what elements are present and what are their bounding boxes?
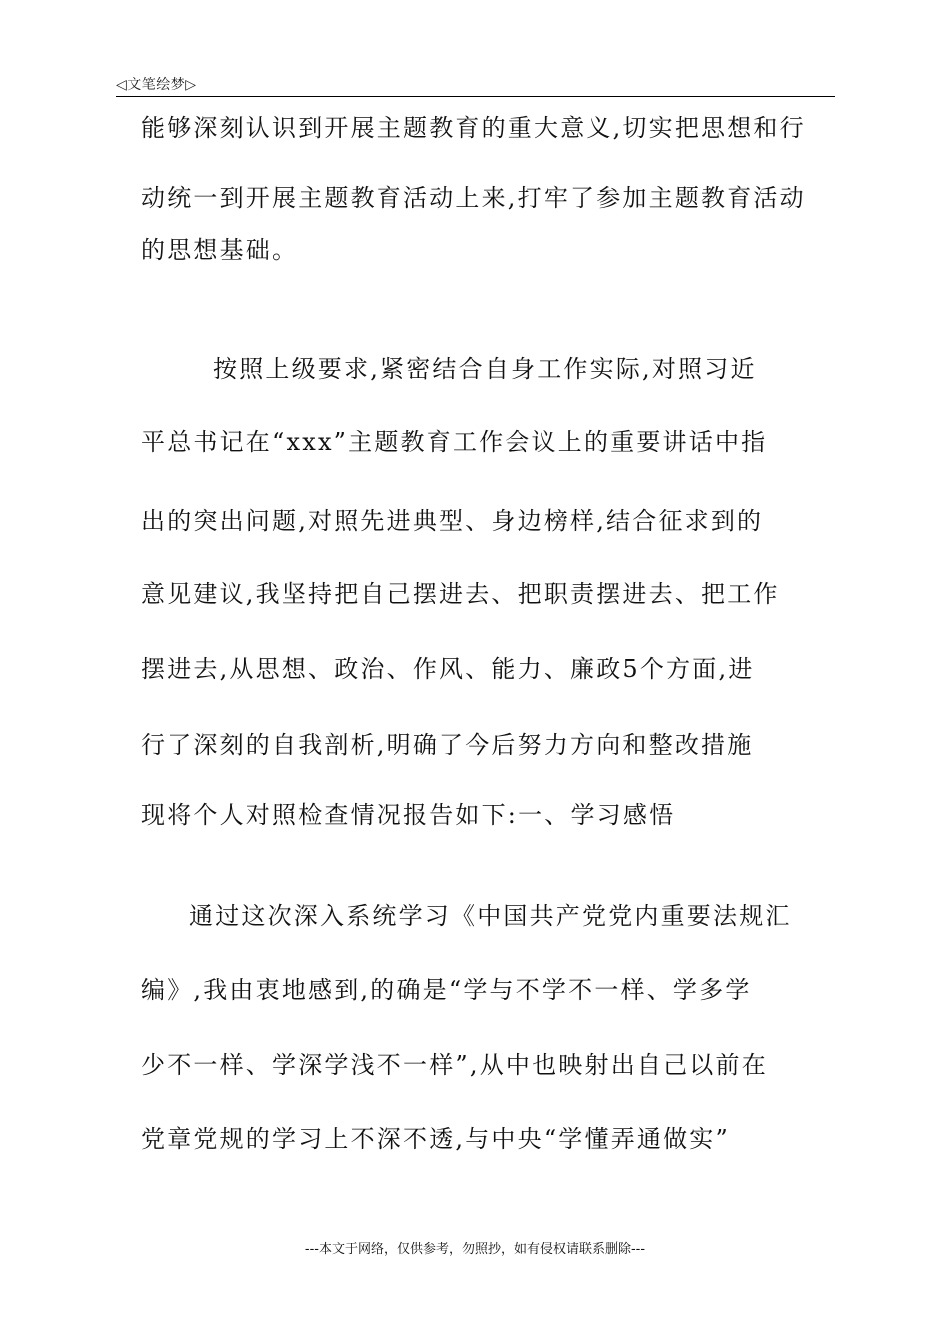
body-line: 编》,我由衷地感到,的确是“学与不学不一样、学多学 [141, 976, 752, 1004]
body-line: 行了深刻的自我剖析,明确了今后努力方向和整改措施 [141, 731, 754, 759]
body-line: 动统一到开展主题教育活动上来,打牢了参加主题教育活动 [141, 184, 806, 212]
header-divider [116, 96, 835, 97]
body-line: 按照上级要求,紧密结合自身工作实际,对照习近 [213, 355, 757, 383]
document-header-title: ◁文笔绘梦▷ [116, 77, 197, 93]
body-line: 少不一样、学深学浅不一样”,从中也映射出自己以前在 [141, 1051, 768, 1079]
body-line: 意见建议,我坚持把自己摆进去、把职责摆进去、把工作 [141, 580, 780, 608]
footer-disclaimer: ---本文于网络，仅供参考，勿照抄，如有侵权请联系删除--- [304, 1242, 646, 1257]
body-line: 的思想基础。 [141, 236, 299, 264]
body-line: 摆进去,从思想、政治、作风、能力、廉政5个方面,进 [141, 655, 755, 683]
body-line: 现将个人对照检查情况报告如下:一、学习感悟 [141, 801, 676, 829]
body-line: 出的突出问题,对照先进典型、身边榜样,结合征求到的 [141, 507, 764, 535]
body-line: 党章党规的学习上不深不透,与中央“学懂弄通做实” [141, 1125, 730, 1153]
body-line: 能够深刻认识到开展主题教育的重大意义,切实把思想和行 [141, 114, 806, 142]
body-line: 平总书记在“xxx”主题教育工作会议上的重要讲话中指 [141, 428, 768, 456]
body-line: 通过这次深入系统学习《中国共产党党内重要法规汇 [189, 902, 792, 930]
